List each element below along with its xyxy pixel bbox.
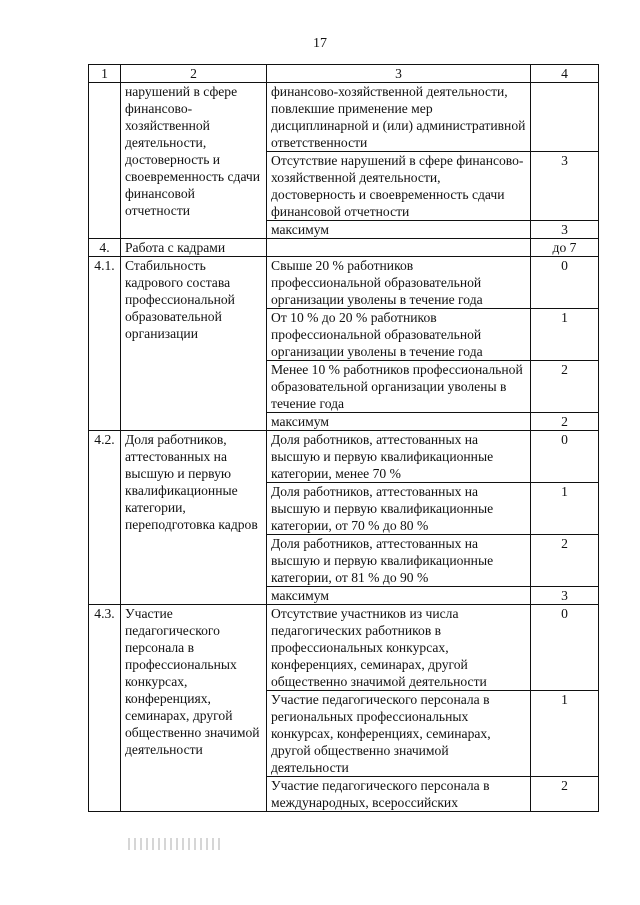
table-row [89,431,599,483]
indicator-score: 2 [531,777,599,812]
indicator-score: 1 [531,309,599,361]
table-row [89,257,599,309]
table-row [89,83,599,152]
criteria-table [88,64,599,812]
indicator-text: Доля работников, аттестованных на высшую и первую квалификационные категории, от 70 % до 80 % [267,483,531,535]
maximum-score: 3 [531,587,599,605]
indicator-text: Отсутствие нарушений в сфере финансово-хозяйственной деятельности, достоверность и своевременность сдачи финансовой отчетности [267,152,531,221]
maximum-label: максимум [267,587,531,605]
criterion-title: Участие педагогического персонала в профессиональных конкурсах, конференциях, семинарах, другой общественно значимой деятельности [121,605,267,812]
maximum-score: 3 [531,221,599,239]
cont-num-cell [89,83,121,239]
header-col-2: 2 [121,65,267,83]
indicator-score: 0 [531,605,599,691]
indicator-score: 1 [531,483,599,535]
indicator-score: 3 [531,152,599,221]
header-col-1: 1 [89,65,121,83]
indicator-score [531,83,599,152]
criterion-number: 4.2. [89,431,121,605]
indicator-text: финансово-хозяйственной деятельности, повлекшие применение мер дисциплинарной и (или) административной ответственности [267,83,531,152]
indicator-score: 1 [531,691,599,777]
table-row [89,605,599,691]
indicator-text: Доля работников, аттестованных на высшую и первую квалификационные категории, от 81 % до 90 % [267,535,531,587]
criterion-number: 4.3. [89,605,121,812]
indicator-text: Отсутствие участников из числа педагогических работников в профессиональных конкурсах, конференциях, семинарах, другой общественно значимой деятельности [267,605,531,691]
indicator-score: 0 [531,431,599,483]
indicator-text: Участие педагогического персонала в региональных профессиональных конкурсах, конференциях, семинарах, другой общественно значимой деятельности [267,691,531,777]
indicator-score: 2 [531,535,599,587]
cont-criterion: нарушений в сфере финансово-хозяйственной деятельности, достоверность и своевременность сдачи финансовой отчетности [121,83,267,239]
indicator-text: Менее 10 % работников профессиональной образовательной организации уволены в течение года [267,361,531,413]
maximum-score: 2 [531,413,599,431]
indicator-score: 0 [531,257,599,309]
section-row [89,239,599,257]
header-col-3: 3 [267,65,531,83]
maximum-label: максимум [267,413,531,431]
section-spacer [267,239,531,257]
page-number: 17 [313,36,327,51]
section-score: до 7 [531,239,599,257]
indicator-text: Участие педагогического персонала в международных, всероссийских [267,777,531,812]
criterion-title: Стабильность кадрового состава профессиональной образовательной организации [121,257,267,431]
maximum-label: максимум [267,221,531,239]
scan-artifact [128,838,220,850]
header-col-4: 4 [531,65,599,83]
indicator-score: 2 [531,361,599,413]
section-number: 4. [89,239,121,257]
criterion-title: Доля работников, аттестованных на высшую и первую квалификационные категории, переподготовка кадров [121,431,267,605]
criterion-number: 4.1. [89,257,121,431]
indicator-text: Доля работников, аттестованных на высшую и первую квалификационные категории, менее 70 % [267,431,531,483]
indicator-text: Свыше 20 % работников профессиональной образовательной организации уволены в течение года [267,257,531,309]
section-title: Работа с кадрами [121,239,267,257]
indicator-text: От 10 % до 20 % работников профессиональной образовательной организации уволены в течение года [267,309,531,361]
table-header-row [89,65,599,83]
